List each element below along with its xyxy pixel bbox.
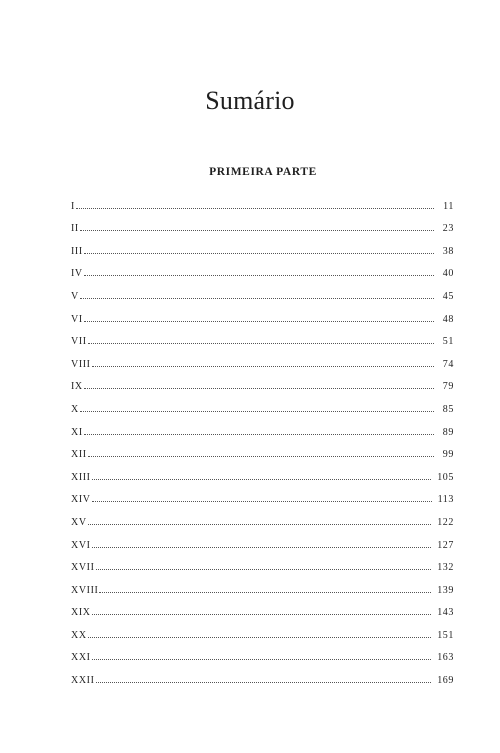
page-number: 151 [437,629,454,641]
chapter-label: XVI [71,539,91,551]
chapter-label: I [71,200,75,212]
toc-entry [71,663,454,686]
toc-entry [71,618,454,641]
chapter-label: XXI [71,652,91,664]
chapter-label: XII [71,449,87,461]
page-number: 169 [437,675,454,687]
toc-entry [71,415,454,438]
page-number: 11 [443,200,454,212]
page-number: 132 [437,562,454,574]
page-number: 45 [442,290,454,302]
toc-entry [71,347,454,370]
chapter-label: II [71,223,79,235]
chapter-label: XIX [71,607,91,619]
chapter-label: VIII [71,358,91,370]
page-number: 113 [437,494,454,506]
chapter-label: XIII [71,471,91,483]
toc-entry [71,392,454,415]
dot-leader [88,524,432,525]
dot-leader [84,275,434,276]
page-number: 139 [437,584,454,596]
dot-leader [84,253,434,254]
page-number: 51 [442,336,454,348]
chapter-label: XV [71,516,87,528]
chapter-label: VI [71,313,83,325]
page-title: Sumário [205,86,295,115]
page-number: 79 [442,381,454,393]
chapter-label: XVII [71,562,95,574]
page-number: 122 [437,516,454,528]
toc-entry [71,596,454,619]
toc-entry [71,370,454,393]
page-number: 40 [442,268,454,280]
toc-entry [71,573,454,596]
toc-entry [71,551,454,574]
page-number: 48 [442,313,454,325]
toc-entry [71,438,454,461]
dot-leader [92,659,432,660]
page-number: 85 [442,403,454,415]
dot-leader [92,366,434,367]
toc-entry [71,505,454,528]
dot-leader [88,456,434,457]
chapter-label: XX [71,629,87,641]
toc-entry [71,460,454,483]
dot-leader [76,208,434,209]
chapter-label: IV [71,268,83,280]
chapter-label: VII [71,336,87,348]
dot-leader [92,501,432,502]
toc-entry [71,483,454,506]
chapter-label: XIV [71,494,91,506]
page-number: 23 [442,223,454,235]
chapter-label: XXII [71,675,95,687]
chapter-label: XI [71,426,83,438]
table-of-contents [71,189,454,686]
toc-entry [71,528,454,551]
dot-leader [80,230,434,231]
page-number: 127 [437,539,454,551]
dot-leader [92,547,432,548]
chapter-label: X [71,403,79,415]
chapter-label: III [71,245,83,257]
dot-leader [88,343,434,344]
chapter-label: XVIII [71,584,99,596]
chapter-label: IX [71,381,83,393]
page-number: 143 [437,607,454,619]
dot-leader [84,434,434,435]
dot-leader [92,479,432,480]
chapter-label: V [71,290,79,302]
page-number: 99 [442,449,454,461]
page-number: 38 [442,245,454,257]
toc-entry [71,234,454,257]
toc-entry [71,212,454,235]
dot-leader [80,411,434,412]
page-number: 89 [442,426,454,438]
page-number: 105 [437,471,454,483]
toc-entry [71,279,454,302]
toc-entry [71,302,454,325]
toc-entry [71,641,454,664]
toc-entry [71,325,454,348]
dot-leader [96,682,432,683]
dot-leader [84,321,434,322]
dot-leader [84,388,434,389]
toc-entry [71,257,454,280]
dot-leader [92,614,432,615]
page-number: 163 [437,652,454,664]
dot-leader [99,592,431,593]
page-number: 74 [442,358,454,370]
dot-leader [96,569,432,570]
dot-leader [88,637,432,638]
toc-entry [71,189,454,212]
section-heading: PRIMEIRA PARTE [209,166,317,178]
dot-leader [80,298,434,299]
